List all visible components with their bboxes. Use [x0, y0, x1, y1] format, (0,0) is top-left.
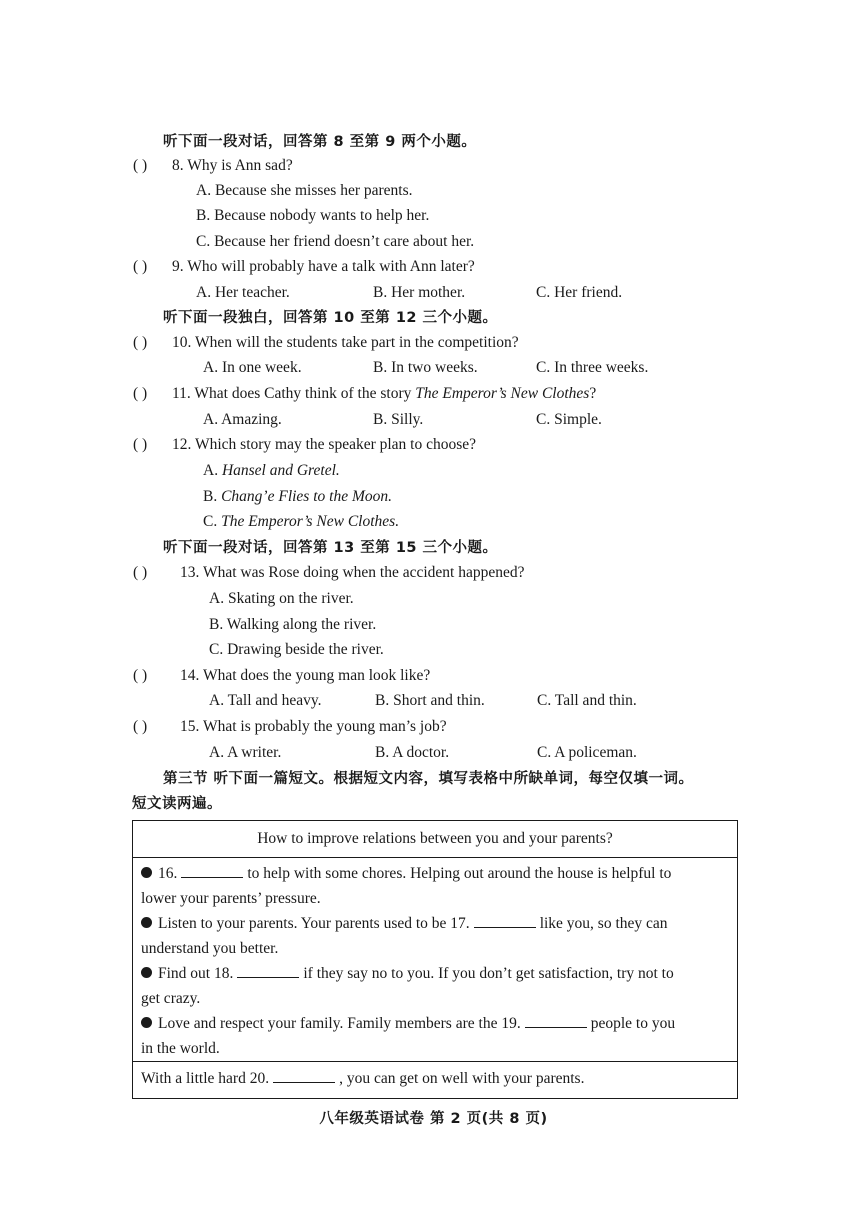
- bullet-dot-icon: [141, 917, 152, 928]
- table-title: How to improve relations between you and your parents?: [133, 821, 737, 858]
- section-header-13-15: 听下面一段对话，回答第 13 至第 15 三个小题。: [163, 540, 498, 556]
- blank-16[interactable]: [181, 863, 243, 878]
- page-footer: 八年级英语试卷 第 2 页(共 8 页): [319, 1111, 548, 1127]
- b17-pre: Listen to your parents. Your parents used to be 17.: [158, 915, 470, 932]
- q13-option-c: C. Drawing beside the river.: [209, 641, 384, 658]
- table-bullet-18-cont: get crazy.: [141, 990, 201, 1007]
- q9-option-b: B. Her mother.: [373, 284, 466, 301]
- b20-post: , you can get on well with your parents.: [339, 1070, 585, 1087]
- bullet-dot-icon: [141, 967, 152, 978]
- question-14-stem: 14. What does the young man look like?: [180, 667, 431, 684]
- q15-option-c: C. A policeman.: [537, 744, 637, 761]
- answer-paren-8[interactable]: ( ): [133, 157, 148, 174]
- q12-option-a: [203, 461, 340, 481]
- b16-pre: 16.: [158, 865, 178, 882]
- section-header-8-9: 听下面一段对话，回答第 8 至第 9 两个小题。: [163, 134, 477, 150]
- table-bullet-17: [141, 911, 731, 936]
- q9-option-c: C. Her friend.: [536, 284, 623, 301]
- q8-option-c: C. Because her friend doesn’t care about her.: [196, 233, 475, 250]
- q10-option-b: B. In two weeks.: [373, 359, 478, 376]
- question-13-stem: 13. What was Rose doing when the accident happened?: [180, 564, 525, 581]
- fill-in-table: [132, 820, 738, 1099]
- table-bullet-17-cont: understand you better.: [141, 940, 279, 957]
- q15-option-a: A. A writer.: [209, 744, 282, 761]
- q9-option-a: A. Her teacher.: [196, 284, 290, 301]
- table-bullet-16-cont: lower your parents’ pressure.: [141, 890, 321, 907]
- answer-paren-13[interactable]: ( ): [133, 564, 148, 581]
- q12-option-b-title: Chang’e Flies to the Moon.: [221, 488, 392, 505]
- q12-option-b: [203, 487, 392, 507]
- q12-option-a-letter: A.: [203, 462, 219, 479]
- q11-option-c: C. Simple.: [536, 411, 602, 428]
- blank-17[interactable]: [474, 913, 536, 928]
- b19-pre: Love and respect your family. Family members are the 19.: [158, 1015, 521, 1032]
- answer-paren-15[interactable]: ( ): [133, 718, 148, 735]
- q14-option-a: A. Tall and heavy.: [209, 692, 322, 709]
- answer-paren-12[interactable]: ( ): [133, 436, 148, 453]
- q14-option-c: C. Tall and thin.: [537, 692, 637, 709]
- q14-option-b: B. Short and thin.: [375, 692, 485, 709]
- table-bullet-18: [141, 961, 731, 986]
- q10-option-a: A. In one week.: [203, 359, 302, 376]
- q13-option-b: B. Walking along the river.: [209, 616, 377, 633]
- answer-paren-14[interactable]: ( ): [133, 667, 148, 684]
- q11-stem-title: The Emperor’s New Clothes: [415, 385, 590, 402]
- q12-option-c: [203, 512, 399, 532]
- bullet-dot-icon: [141, 867, 152, 878]
- q12-option-b-letter: B.: [203, 488, 218, 505]
- q10-option-c: C. In three weeks.: [536, 359, 649, 376]
- q11-option-b: B. Silly.: [373, 411, 424, 428]
- b17-post: like you, so they can: [539, 915, 668, 932]
- b16-post: to help with some chores. Helping out around the house is helpful to: [247, 865, 672, 882]
- q11-stem-after: ?: [589, 385, 597, 402]
- table-bullet-19: [141, 1011, 731, 1036]
- b20-pre: With a little hard 20.: [141, 1070, 270, 1087]
- section-3-instruction: 第三节 听下面一篇短文。根据短文内容，填写表格中所缺单词，每空仅填一词。: [163, 771, 694, 787]
- table-footer-row: [133, 1061, 737, 1098]
- section-header-10-12: 听下面一段独白，回答第 10 至第 12 三个小题。: [163, 310, 498, 326]
- bullet-dot-icon: [141, 1017, 152, 1028]
- answer-paren-10[interactable]: ( ): [133, 334, 148, 351]
- question-11-stem: [172, 384, 596, 404]
- q12-option-a-title: Hansel and Gretel.: [221, 462, 340, 479]
- q11-stem-before: 11. What does Cathy think of the story: [172, 385, 416, 402]
- q13-option-a: A. Skating on the river.: [209, 590, 354, 607]
- b18-post: if they say no to you. If you don’t get satisfaction, try not to: [303, 965, 674, 982]
- section-3-instruction-cont: 短文读两遍。: [132, 796, 222, 812]
- answer-paren-11[interactable]: ( ): [133, 385, 148, 402]
- question-12-stem: 12. Which story may the speaker plan to choose?: [172, 436, 477, 453]
- q8-option-b: B. Because nobody wants to help her.: [196, 207, 430, 224]
- b19-post: people to you: [590, 1015, 676, 1032]
- blank-19[interactable]: [525, 1013, 587, 1028]
- answer-paren-9[interactable]: ( ): [133, 258, 148, 275]
- q12-option-c-letter: C.: [203, 513, 218, 530]
- question-15-stem: 15. What is probably the young man’s job?: [180, 718, 447, 735]
- blank-20[interactable]: [273, 1068, 335, 1083]
- q12-option-c-title: The Emperor’s New Clothes.: [221, 513, 400, 530]
- question-8-stem: 8. Why is Ann sad?: [172, 157, 293, 174]
- table-bullet-16: [141, 861, 731, 886]
- question-9-stem: 9. Who will probably have a talk with Ann later?: [172, 258, 475, 275]
- blank-18[interactable]: [237, 963, 299, 978]
- q11-option-a: A. Amazing.: [203, 411, 282, 428]
- q15-option-b: B. A doctor.: [375, 744, 450, 761]
- b18-pre: Find out 18.: [158, 965, 234, 982]
- question-10-stem: 10. When will the students take part in the competition?: [172, 334, 519, 351]
- q8-option-a: A. Because she misses her parents.: [196, 182, 413, 199]
- table-bullet-19-cont: in the world.: [141, 1040, 220, 1057]
